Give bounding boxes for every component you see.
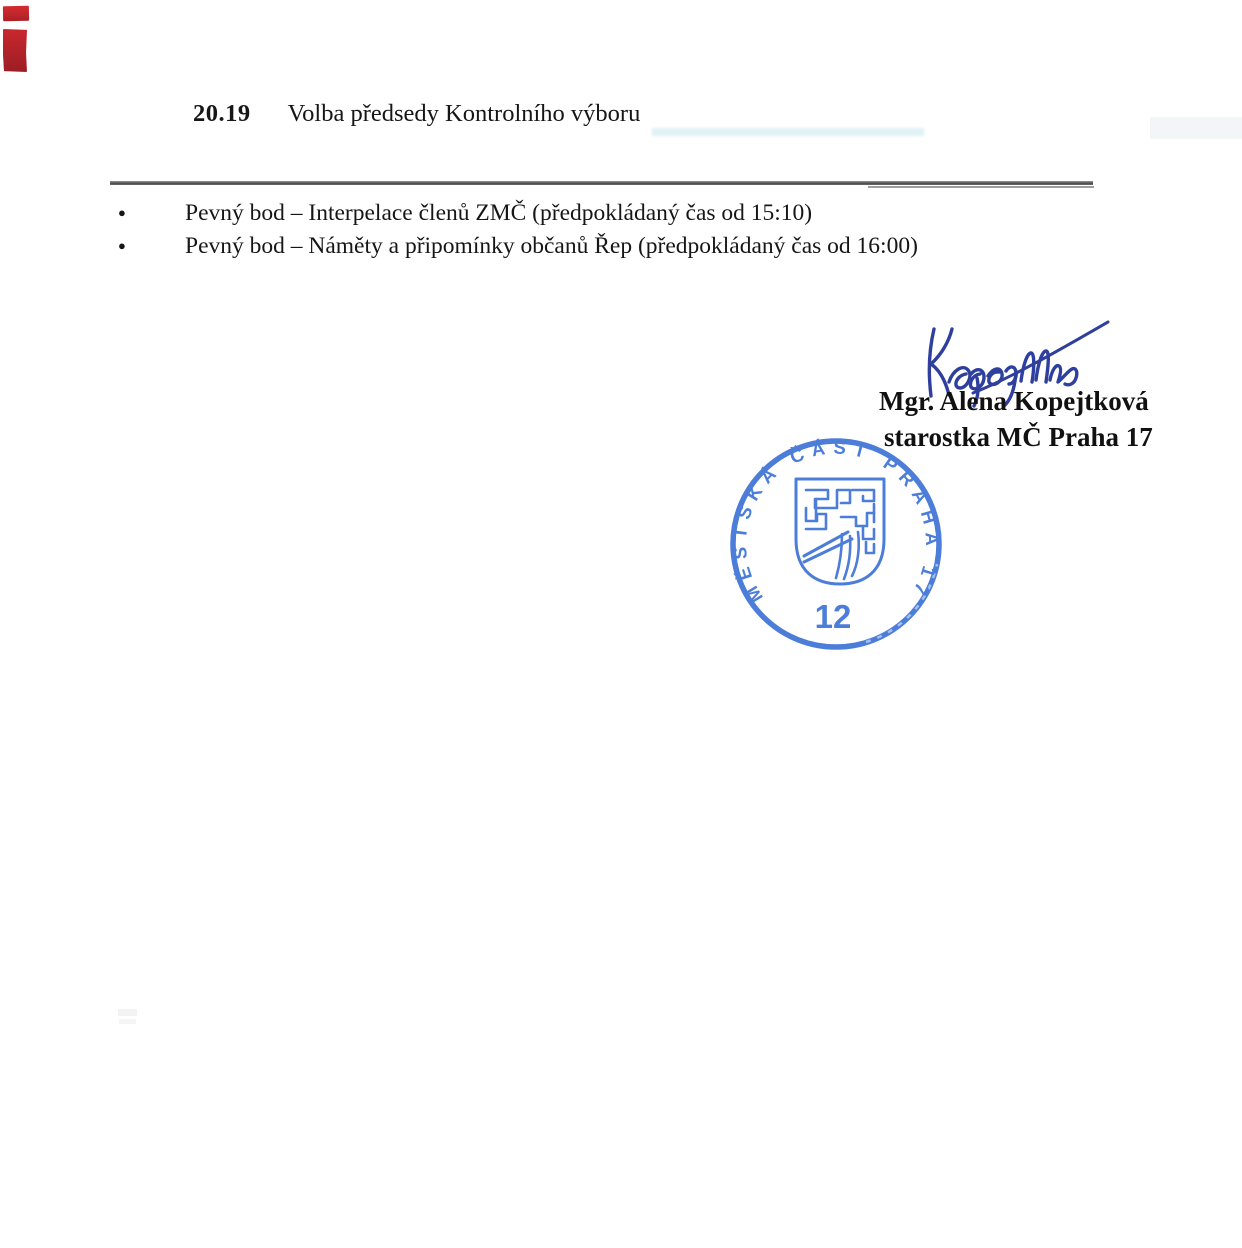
list-item-text: Pevný bod – Interpelace členů ZMČ (předpokládaný čas od 15:10) (185, 200, 813, 226)
signatory-block (879, 388, 1153, 451)
svg-text:MĚSTSKÁ ČÁST PRAHA 17 (729, 437, 943, 607)
bullet-icon: ● (118, 238, 126, 253)
stamp-number: 12 (814, 598, 852, 635)
municipal-stamp (719, 427, 953, 661)
signatory-name: Mgr. Alena Kopejtková (879, 386, 1149, 416)
agenda-item-number: 20.19 (193, 100, 251, 127)
scan-smudge (118, 1009, 137, 1016)
stamp-ring-text: MĚSTSKÁ ČÁST PRAHA 17 (728, 436, 944, 607)
faint-scan-line (652, 128, 924, 136)
list-item (118, 199, 812, 228)
agenda-item-title: Volba předsedy Kontrolního výboru (287, 100, 641, 127)
agenda-heading (193, 99, 640, 128)
list-item (118, 232, 918, 261)
list-item-text: Pevný bod – Náměty a připomínky občanů Řep (předpokládaný čas od 16:00) (185, 233, 918, 259)
horizontal-rule-fragment (868, 186, 1094, 188)
red-scan-artifact-bottom (3, 29, 27, 72)
maze-pattern (806, 490, 874, 539)
horizontal-rule (110, 181, 1093, 185)
signatory-title: starostka MČ Praha 17 (884, 422, 1153, 452)
red-scan-artifact-top (3, 6, 29, 22)
bullet-icon: ● (118, 205, 126, 220)
faint-scan-patch (1150, 117, 1242, 139)
